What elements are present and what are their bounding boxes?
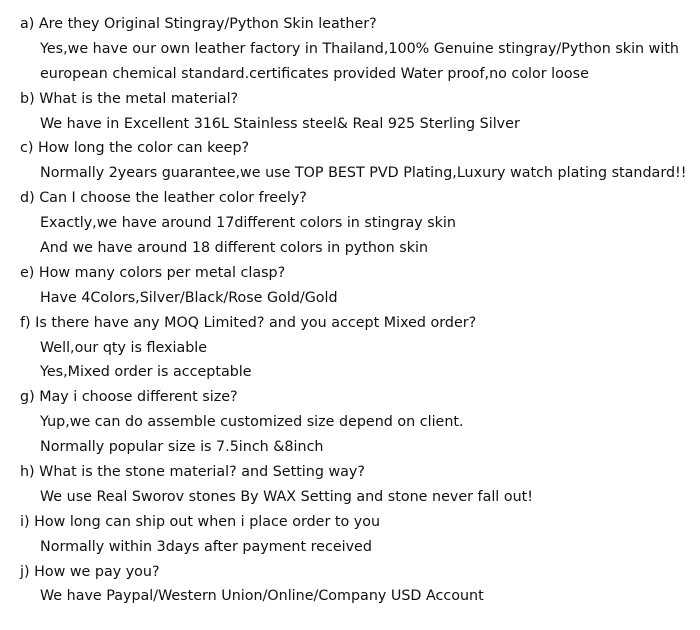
faq-answer-a-2: european chemical standard.certificates provided Water proof,no color loose bbox=[40, 65, 589, 82]
faq-answer-a-1: Yes,we have our own leather factory in Thailand,100% Genuine stingray/Python skin with bbox=[40, 40, 679, 57]
faq-answer-g-1: Yup,we can do assemble customized size depend on client. bbox=[40, 414, 464, 431]
faq-question-a: a) Are they Original Stingray/Python Skin leather? bbox=[20, 16, 377, 32]
faq-question-b: b) What is the metal material? bbox=[20, 90, 239, 107]
faq-answer-d-2: And we have around 18 different colors in python skin bbox=[40, 240, 429, 257]
faq-question-h: h) What is the stone material? and Setting way? bbox=[20, 464, 365, 481]
faq-question-i: i) How long can ship out when i place order to you bbox=[20, 513, 381, 530]
faq-answer-b-1: We have in Excellent 316L Stainless steel& Real 925 Sterling Silver bbox=[40, 115, 520, 132]
faq-answer-e-1: Have 4Colors,Silver/Black/Rose Gold/Gold bbox=[40, 289, 338, 306]
faq-answer-d-1: Exactly,we have around 17different colors in stingray skin bbox=[40, 215, 456, 232]
faq-answer-f-1: Well,our qty is flexiable bbox=[40, 339, 208, 356]
faq-question-j: j) How we pay you? bbox=[20, 563, 160, 580]
faq-answer-g-2: Normally popular size is 7.5inch &8inch bbox=[40, 439, 324, 456]
faq-question-d: d) Can I choose the leather color freely? bbox=[20, 190, 307, 207]
faq-question-g: g) May i choose different size? bbox=[20, 389, 238, 406]
faq-answer-j-1: We have Paypal/Western Union/Online/Company USD Account bbox=[40, 588, 484, 605]
faq-question-e: e) How many colors per metal clasp? bbox=[20, 264, 286, 281]
faq-answer-h-1: We use Real Sworov stones By WAX Setting and stone never fall out! bbox=[40, 488, 533, 505]
faq-answer-i-1: Normally within 3days after payment received bbox=[40, 538, 372, 555]
faq-answer-c-1: Normally 2years guarantee,we use TOP BEST PVD Plating,Luxury watch plating standard!! bbox=[40, 165, 687, 182]
faq-question-c: c) How long the color can keep? bbox=[20, 140, 250, 157]
faq-list bbox=[0, 12, 700, 609]
faq-question-f: f) Is there have any MOQ Limited? and you accept Mixed order? bbox=[20, 314, 477, 331]
faq-answer-f-2: Yes,Mixed order is acceptable bbox=[40, 364, 252, 381]
